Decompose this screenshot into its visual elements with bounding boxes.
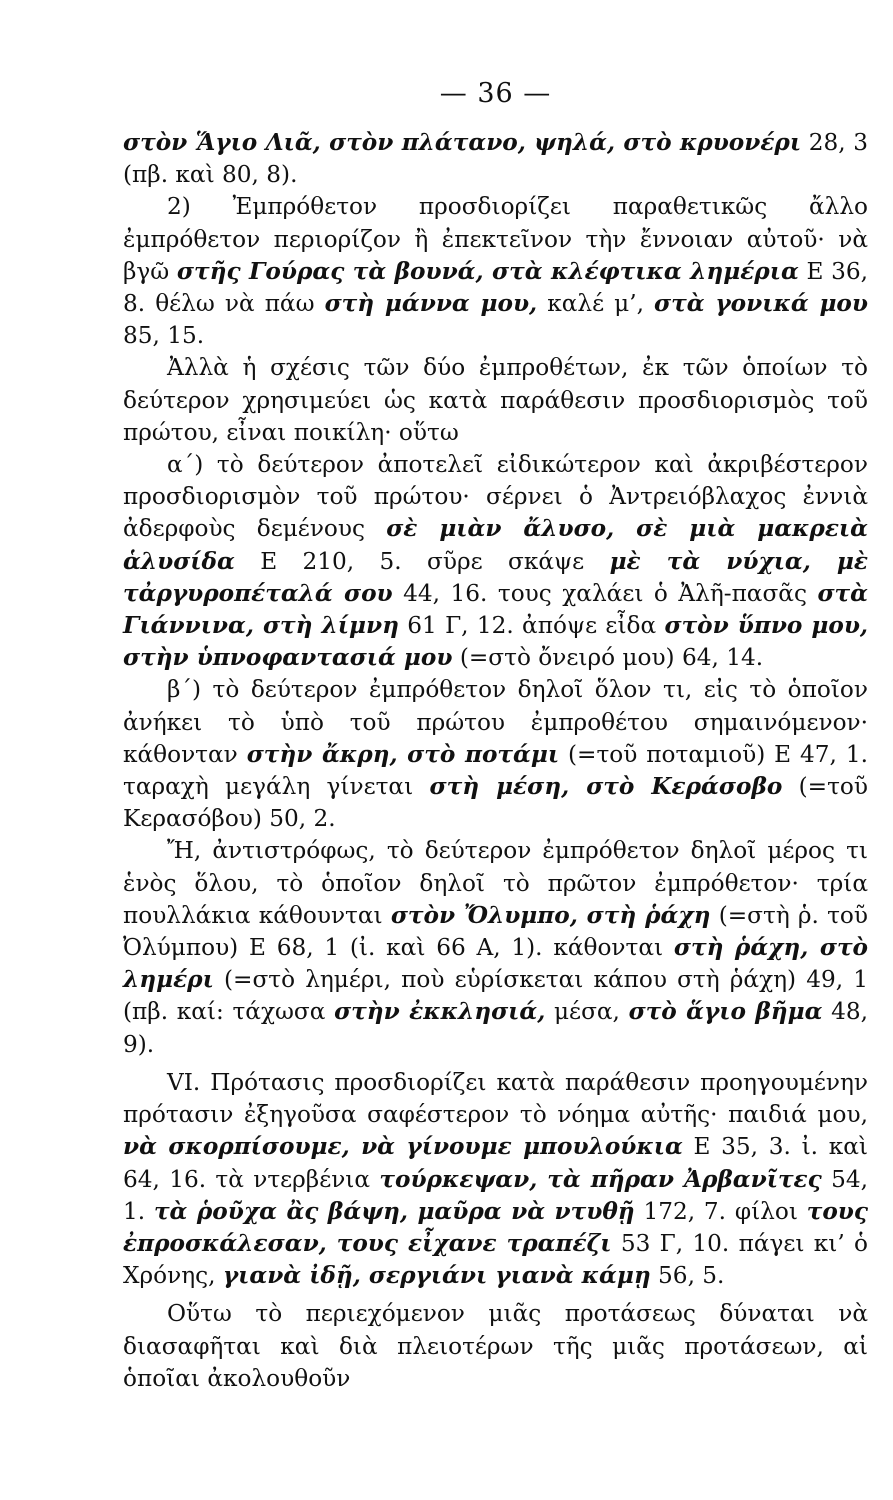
- body-text-segment: Ἀλλὰ ἡ σχέσις τῶν δύο ἐμπροθέτων, ἐκ τῶν ὁποίων τὸ δεύτερον χρησιμεύει ὡς κατὰ παράθεσιν προσδιορισμὸς τοῦ πρώτου, εἶναι ποικίλη· οὕτω: [123, 354, 868, 446]
- body-text-segment: καλέ μ’,: [537, 290, 655, 318]
- bold-example-text: στὸν Ὄλυμπο, στὴ ῥάχη: [390, 901, 711, 929]
- page-number: — 36 —: [439, 78, 552, 109]
- body-text-segment: Οὕτω τὸ περιεχόμενον μιᾶς προτάσεως δύναται νὰ διασαφῆται καὶ διὰ πλειοτέρων τῆς μιᾶς προτάσεων, αἱ ὁποῖαι ἀκολουθοῦν: [123, 1300, 868, 1392]
- body-text-segment: 54, 1.: [123, 1165, 868, 1225]
- bold-example-text: στὸ ἅγιο βῆμα: [628, 998, 823, 1026]
- paragraph-p1: [123, 191, 868, 352]
- body-text-segment: (=στὸ λημέρι, ποὺ εὑρίσκεται κάπου στὴ ῥάχη) 49, 1 (πβ. καί: τάχωσα: [123, 966, 868, 1026]
- body-text-segment: 44, 16. τους χαλάει ὁ Ἀλῆ-πασᾶς: [392, 579, 818, 607]
- bold-example-text: γιανὰ ἰδῇ, σεργιάνι γιανὰ κάμῃ: [222, 1262, 651, 1290]
- bold-example-text: στὸν Ἅγιο Λιᾶ, στὸν πλάτανο, ψηλά, στὸ κρυονέρι: [123, 129, 802, 156]
- bold-example-text: στῆς Γούρας τὰ βουνά, στὰ κλέφτικα λημέρια: [176, 257, 799, 285]
- bold-example-text: στὸν ὕπνο μου, στὴν ὑπνοφαντασιά μου: [123, 612, 868, 672]
- paragraph-p2: [123, 352, 868, 449]
- bold-example-text: στὴν ἐκκλησιά,: [334, 998, 546, 1026]
- body-text-segment: (=τοῦ ποταμιοῦ) Ε 47, 1. ταραχὴ μεγάλη γίνεται: [123, 740, 868, 801]
- body-text-segment: (=στὸ ὄνειρό μου) 64, 14.: [452, 644, 764, 672]
- body-text-segment: Ἤ, ἀντιστρόφως, τὸ δεύτερον ἐμπρόθετον δηλοῖ μέρος τι ἑνὸς ὅλου, τὸ ὁποῖον δηλοῖ τὸ πρῶτον ἐμπρόθετον· τρία πουλλάκια κάθουνται: [123, 837, 868, 929]
- body-text-segment: 85, 15.: [123, 322, 205, 350]
- body-text-segment: α΄) τὸ δεύτερον ἀποτελεῖ εἰδικώτερον καὶ ἀκριβέστερον προσδιορισμὸν τοῦ πρώτου· σέρνει ὁ Ἀντρειόβλαχος ἐννιὰ ἀδερφοὺς δεμένους: [123, 451, 868, 543]
- bold-example-text: νὰ σκορπίσουμε, νὰ γίνουμε μπουλούκια: [123, 1133, 683, 1161]
- bold-example-text: στὰ Γιάννινα, στὴ λίμνη: [123, 579, 868, 640]
- body-text: [123, 127, 868, 1395]
- paragraph-p0: [123, 127, 868, 191]
- paragraph-p5: [123, 835, 868, 1060]
- body-text-segment: VI. Πρότασις προσδιορίζει κατὰ παράθεσιν προηγουμένην πρότασιν ἐξηγοῦσα σαφέστερον τὸ νόημα αὐτῆς· παιδιά μου,: [123, 1068, 868, 1129]
- body-text-segment: 53 Γ, 10. πάγει κι’ ὁ Χρόνης,: [123, 1229, 869, 1290]
- bold-example-text: μὲ τὰ νύχια, μὲ τἀργυροπέταλά σου: [123, 547, 868, 607]
- body-text-segment: 48, 9).: [123, 998, 869, 1058]
- body-text-segment: 56, 5.: [650, 1262, 725, 1290]
- bold-example-text: στὴ ῥάχη, στὸ λημέρι: [123, 934, 869, 994]
- body-text-segment: 2) Ἐμπρόθετον προσδιορίζει παραθετικῶς ἄλλο ἐμπρόθετον περιορίζον ἢ ἐπεκτεῖνον τὴν ἔννοιαν αὐτοῦ· νὰ βγῶ: [123, 193, 868, 285]
- body-text-segment: Ε 210, 5. σῦρε σκάψε: [234, 547, 610, 575]
- body-text-segment: β΄) τὸ δεύτερον ἐμπρόθετον δηλοῖ ὅλον τι, εἰς τὸ ὁποῖον ἀνήκει τὸ ὑπὸ τοῦ πρώτου ἐμπροθέτου σημαινόμενον· κάθονταν: [123, 676, 868, 768]
- body-text-segment: 28, 3 (πβ. καὶ 80, 8).: [123, 129, 868, 189]
- bold-example-text: τούρκεψαν, τὰ πῆραν Ἀρβανῖτες: [379, 1165, 822, 1193]
- paragraph-p7: [123, 1298, 868, 1395]
- paragraph-p3: [123, 449, 868, 674]
- body-text-segment: Ε 36, 8. θέλω νὰ πάω: [123, 257, 869, 318]
- bold-example-text: στὴ μάννα μου,: [324, 290, 538, 318]
- bold-example-text: τὰ ῥοῦχα ἂς βάψη, μαῦρα νὰ ντυθῇ: [153, 1197, 635, 1225]
- bold-example-text: στὴν ἄκρη, στὸ ποτάμι: [246, 740, 560, 768]
- paragraph-p4: [123, 674, 868, 835]
- body-text-segment: μέσα,: [545, 998, 629, 1026]
- body-text-segment: (=στὴ ῥ. τοῦ Ὀλύμπου) Ε 68, 1 (ἰ. καὶ 66 Α, 1). κάθονται: [123, 901, 868, 962]
- paragraph-p6: [123, 1067, 868, 1292]
- bold-example-text: σὲ μιὰν ἄλυσο, σὲ μιὰ μακρειὰ ἁλυσίδα: [123, 515, 868, 575]
- bold-example-text: τους ἐπροσκάλεσαν, τους εἶχανε τραπέζι: [123, 1197, 869, 1257]
- bold-example-text: στὴ μέση, στὸ Κεράσοβο: [429, 773, 783, 801]
- body-text-segment: 61 Γ, 12. ἀπόψε εἶδα: [398, 612, 665, 640]
- bold-example-text: στὰ γονικά μου: [654, 290, 868, 318]
- body-text-segment: Ε 35, 3. ἰ. καὶ 64, 16. τὰ ντερβένια: [123, 1133, 869, 1193]
- body-text-segment: (=τοῦ Κερασόβου) 50, 2.: [123, 773, 868, 833]
- document-page: [123, 78, 868, 1395]
- body-text-segment: 172, 7. φίλοι: [634, 1197, 807, 1225]
